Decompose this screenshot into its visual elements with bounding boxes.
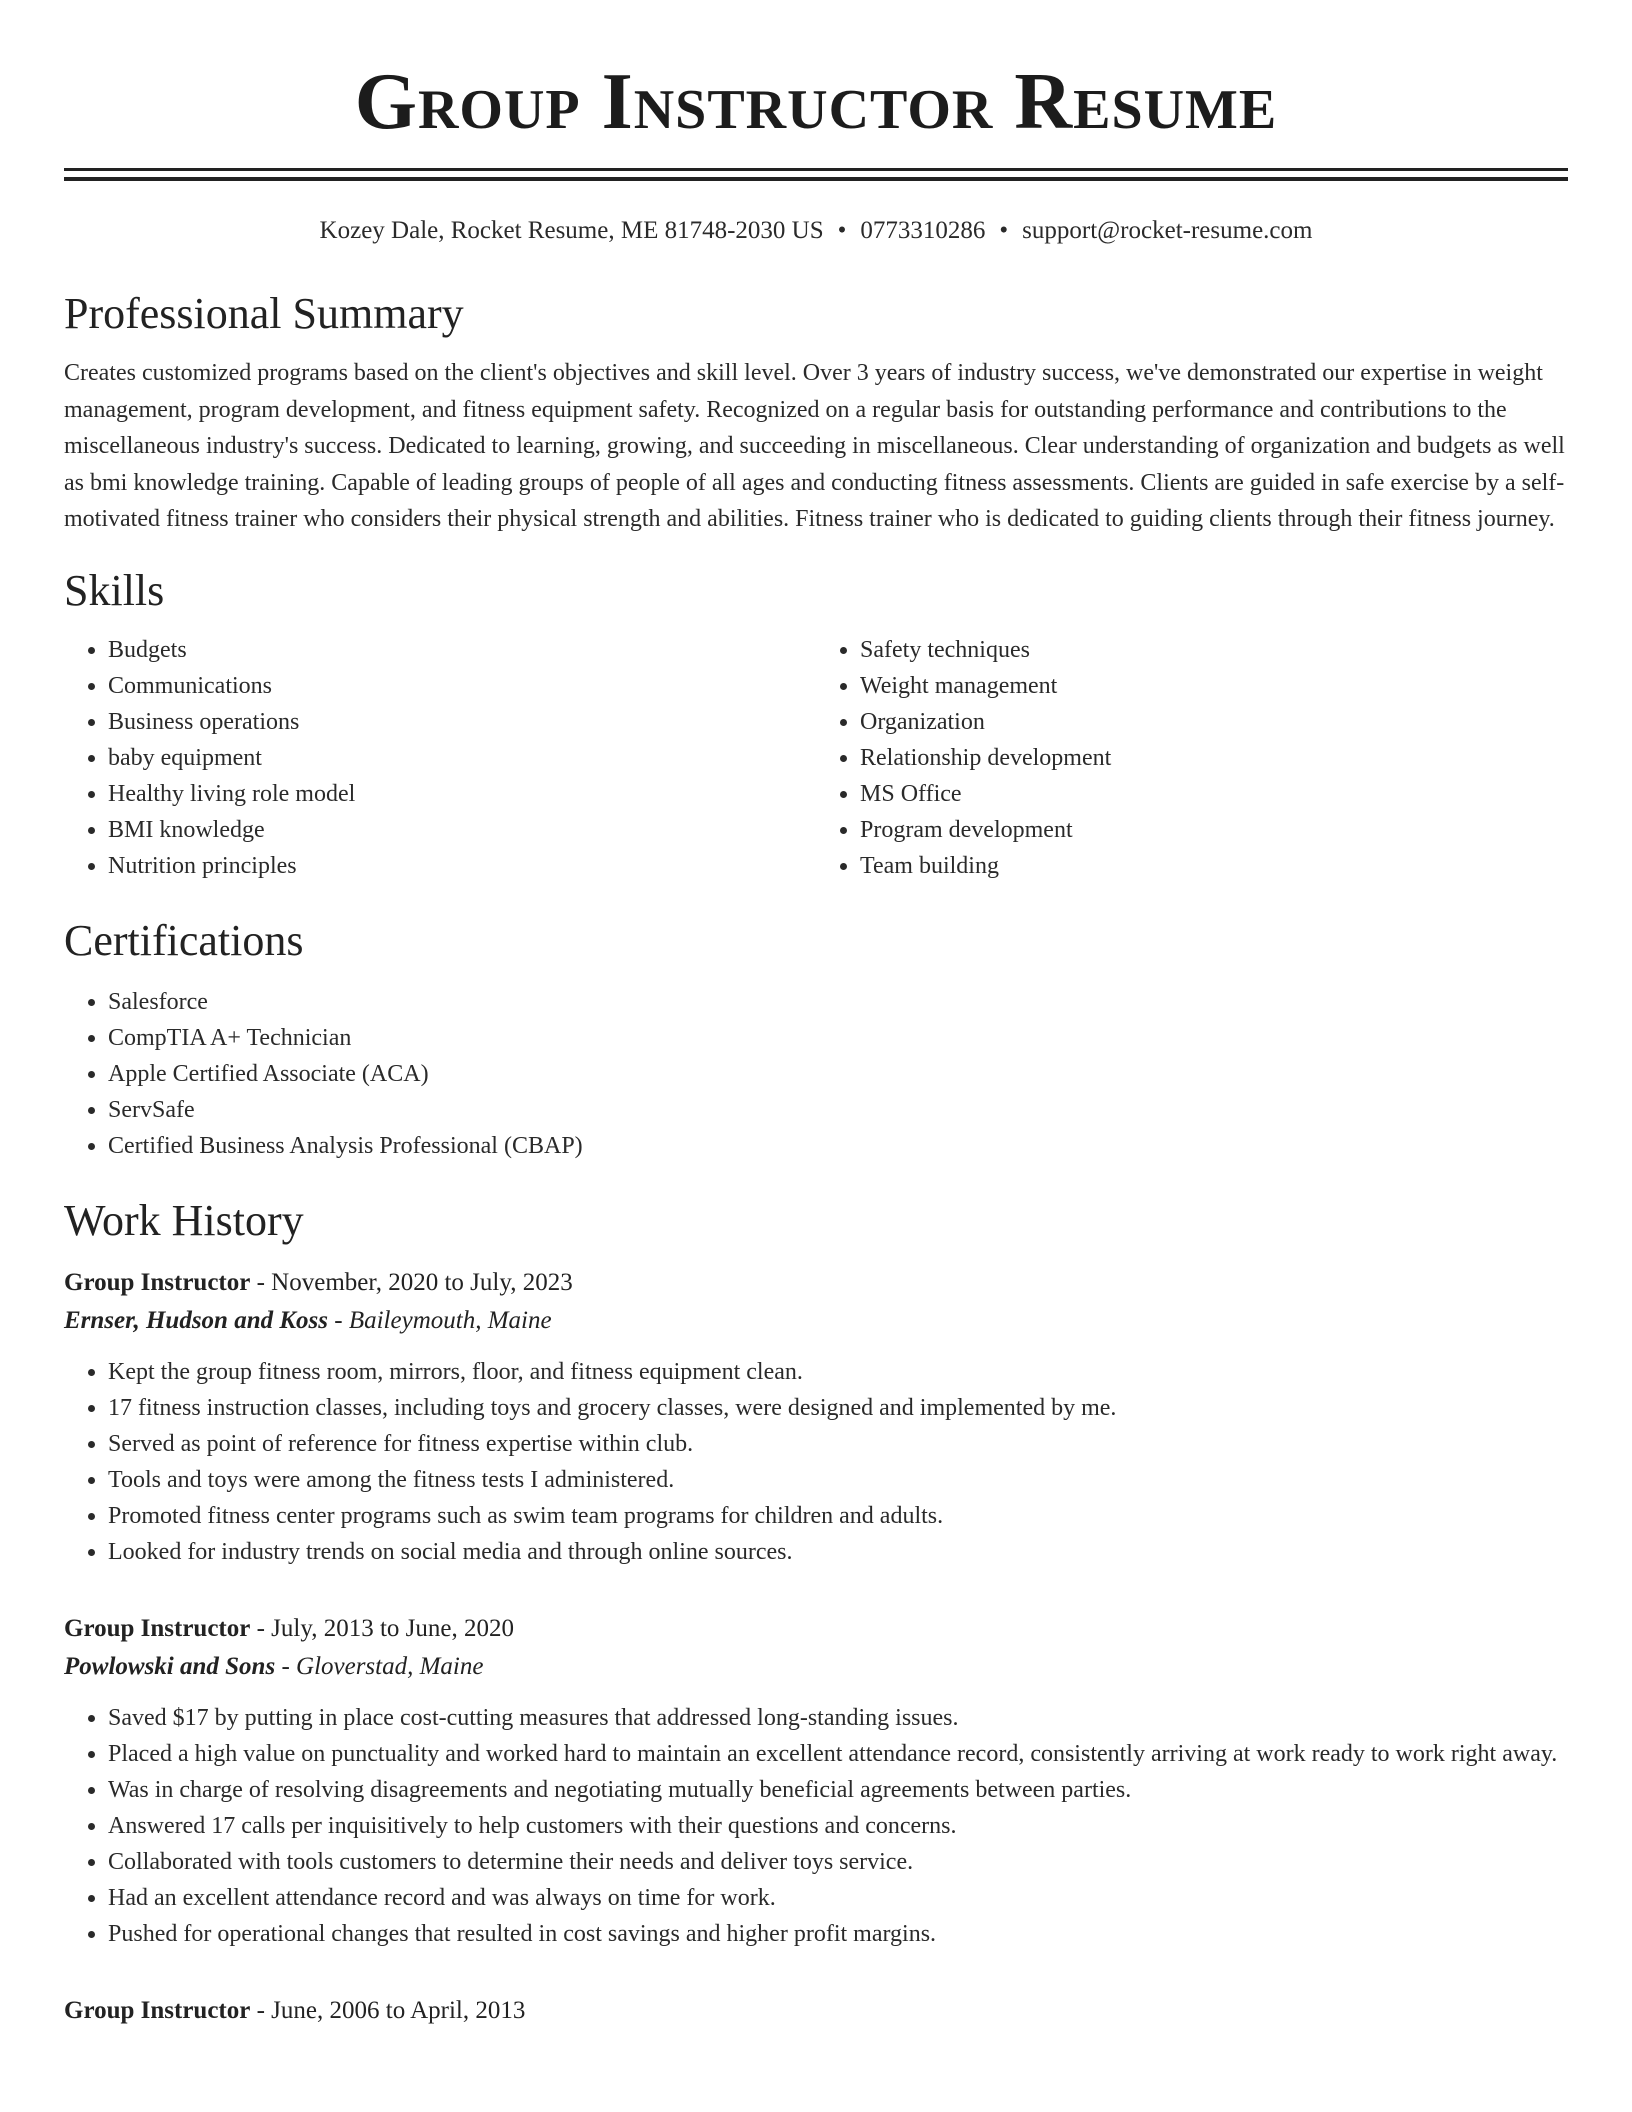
summary-text: Creates customized programs based on the client's objectives and skill level. Over 3 years of industry success, we've demonstrated our expertise in weight management, program development, and fitness equipment safety. Recognized on a regular basis for outstanding performance and contributions to the miscellaneous industry's success. Dedicated to learning, growing, and succeeding in miscellaneous. Clear understanding of organization and budgets as well as bmi knowledge training. Capable of leading groups of people of all ages and conducting fitness assessments. Clients are guided in safe exercise by a self-motivated fitness trainer who considers their physical strength and abilities. Fitness trainer who is dedicated to guiding clients through their fitness journey. — [64, 360, 1565, 532]
duty-item: • Placed a high value on punctuality and worked hard to maintain an excellent attendance record, consistently arriving at work ready to work right away. — [108, 1736, 1568, 1772]
duty-item: • Pushed for operational changes that resulted in cost savings and higher profit margins. — [108, 1916, 1568, 1952]
job-company-line — [64, 1648, 1568, 1686]
contact-separator: • — [837, 217, 847, 244]
skill-item: • Relationship development — [860, 740, 1568, 776]
duty-item: • Promoted fitness center programs such as swim team programs for children and adults. — [108, 1498, 1568, 1534]
skills-list-right — [816, 632, 1568, 884]
contact-line — [64, 215, 1568, 247]
job-duties — [64, 1354, 1568, 1570]
certifications-list — [64, 984, 1568, 1164]
contact-separator: • — [999, 217, 1009, 244]
job-dates: - November, 2020 to July, 2023 — [256, 1268, 573, 1296]
contact-phone: 0773310286 — [860, 217, 986, 244]
duty-item: • Kept the group fitness room, mirrors, floor, and fitness equipment clean. — [108, 1354, 1568, 1390]
job-title-line — [64, 1992, 1568, 2030]
job-entry — [64, 1264, 1568, 1570]
skill-item: • Communications — [108, 668, 816, 704]
job-title-line — [64, 1264, 1568, 1302]
certifications-heading: Certifications — [64, 915, 304, 965]
summary-heading: Professional Summary — [64, 289, 464, 338]
job-company: Ernser, Hudson and Koss — [64, 1306, 329, 1334]
certification-item: • Apple Certified Associate (ACA) — [108, 1056, 1568, 1092]
resume-title: Group Instructor Resume — [354, 58, 1278, 146]
duty-item: • Served as point of reference for fitness expertise within club. — [108, 1426, 1568, 1462]
work-history-heading: Work History — [64, 1195, 304, 1245]
job-role: Group Instructor — [64, 1614, 251, 1642]
certification-item: • ServSafe — [108, 1092, 1568, 1128]
skill-item: • MS Office — [860, 776, 1568, 812]
job-role: Group Instructor — [64, 1996, 251, 2024]
job-company-line — [64, 1302, 1568, 1340]
skill-item: • Healthy living role model — [108, 776, 816, 812]
contact-address: Kozey Dale, Rocket Resume, ME 81748-2030 US — [319, 217, 824, 244]
duty-item: • Looked for industry trends on social media and through online sources. — [108, 1534, 1568, 1570]
contact-email: support@rocket-resume.com — [1022, 217, 1313, 244]
duty-item: • 17 fitness instruction classes, including toys and grocery classes, were designed and implemented by me. — [108, 1390, 1568, 1426]
duty-item: • Tools and toys were among the fitness tests I administered. — [108, 1462, 1568, 1498]
skill-item: • Weight management — [860, 668, 1568, 704]
skills-columns — [64, 632, 1568, 884]
job-duties — [64, 1700, 1568, 1952]
job-role: Group Instructor — [64, 1268, 251, 1296]
certification-item: • Salesforce — [108, 984, 1568, 1020]
certification-item: • CompTIA A+ Technician — [108, 1020, 1568, 1056]
resume-page — [64, 0, 1568, 2030]
job-dates: - June, 2006 to April, 2013 — [256, 1996, 526, 2024]
job-company: Powlowski and Sons — [64, 1652, 276, 1680]
duty-item: • Saved $17 by putting in place cost-cutting measures that addressed long-standing issues. — [108, 1700, 1568, 1736]
job-entry — [64, 1610, 1568, 1952]
certification-item: • Certified Business Analysis Professional (CBAP) — [108, 1128, 1568, 1164]
skill-item: • BMI knowledge — [108, 812, 816, 848]
skill-item: • Organization — [860, 704, 1568, 740]
skills-heading: Skills — [64, 565, 165, 615]
skill-item: • baby equipment — [108, 740, 816, 776]
skill-item: • Nutrition principles — [108, 848, 816, 884]
duty-item: • Was in charge of resolving disagreements and negotiating mutually beneficial agreements between parties. — [108, 1772, 1568, 1808]
skill-item: • Team building — [860, 848, 1568, 884]
job-location: - Baileymouth, Maine — [334, 1306, 552, 1334]
skill-item: • Safety techniques — [860, 632, 1568, 668]
job-entry — [64, 1992, 1568, 2030]
job-dates: - July, 2013 to June, 2020 — [256, 1614, 515, 1642]
skill-item: • Budgets — [108, 632, 816, 668]
duty-item: • Collaborated with tools customers to determine their needs and deliver toys service. — [108, 1844, 1568, 1880]
skills-list-left — [64, 632, 816, 884]
skill-item: • Business operations — [108, 704, 816, 740]
skill-item: • Program development — [860, 812, 1568, 848]
duty-item: • Had an excellent attendance record and was always on time for work. — [108, 1880, 1568, 1916]
job-title-line — [64, 1610, 1568, 1648]
job-location: - Gloverstad, Maine — [281, 1652, 484, 1680]
title-divider — [64, 168, 1568, 181]
duty-item: • Answered 17 calls per inquisitively to help customers with their questions and concerns. — [108, 1808, 1568, 1844]
